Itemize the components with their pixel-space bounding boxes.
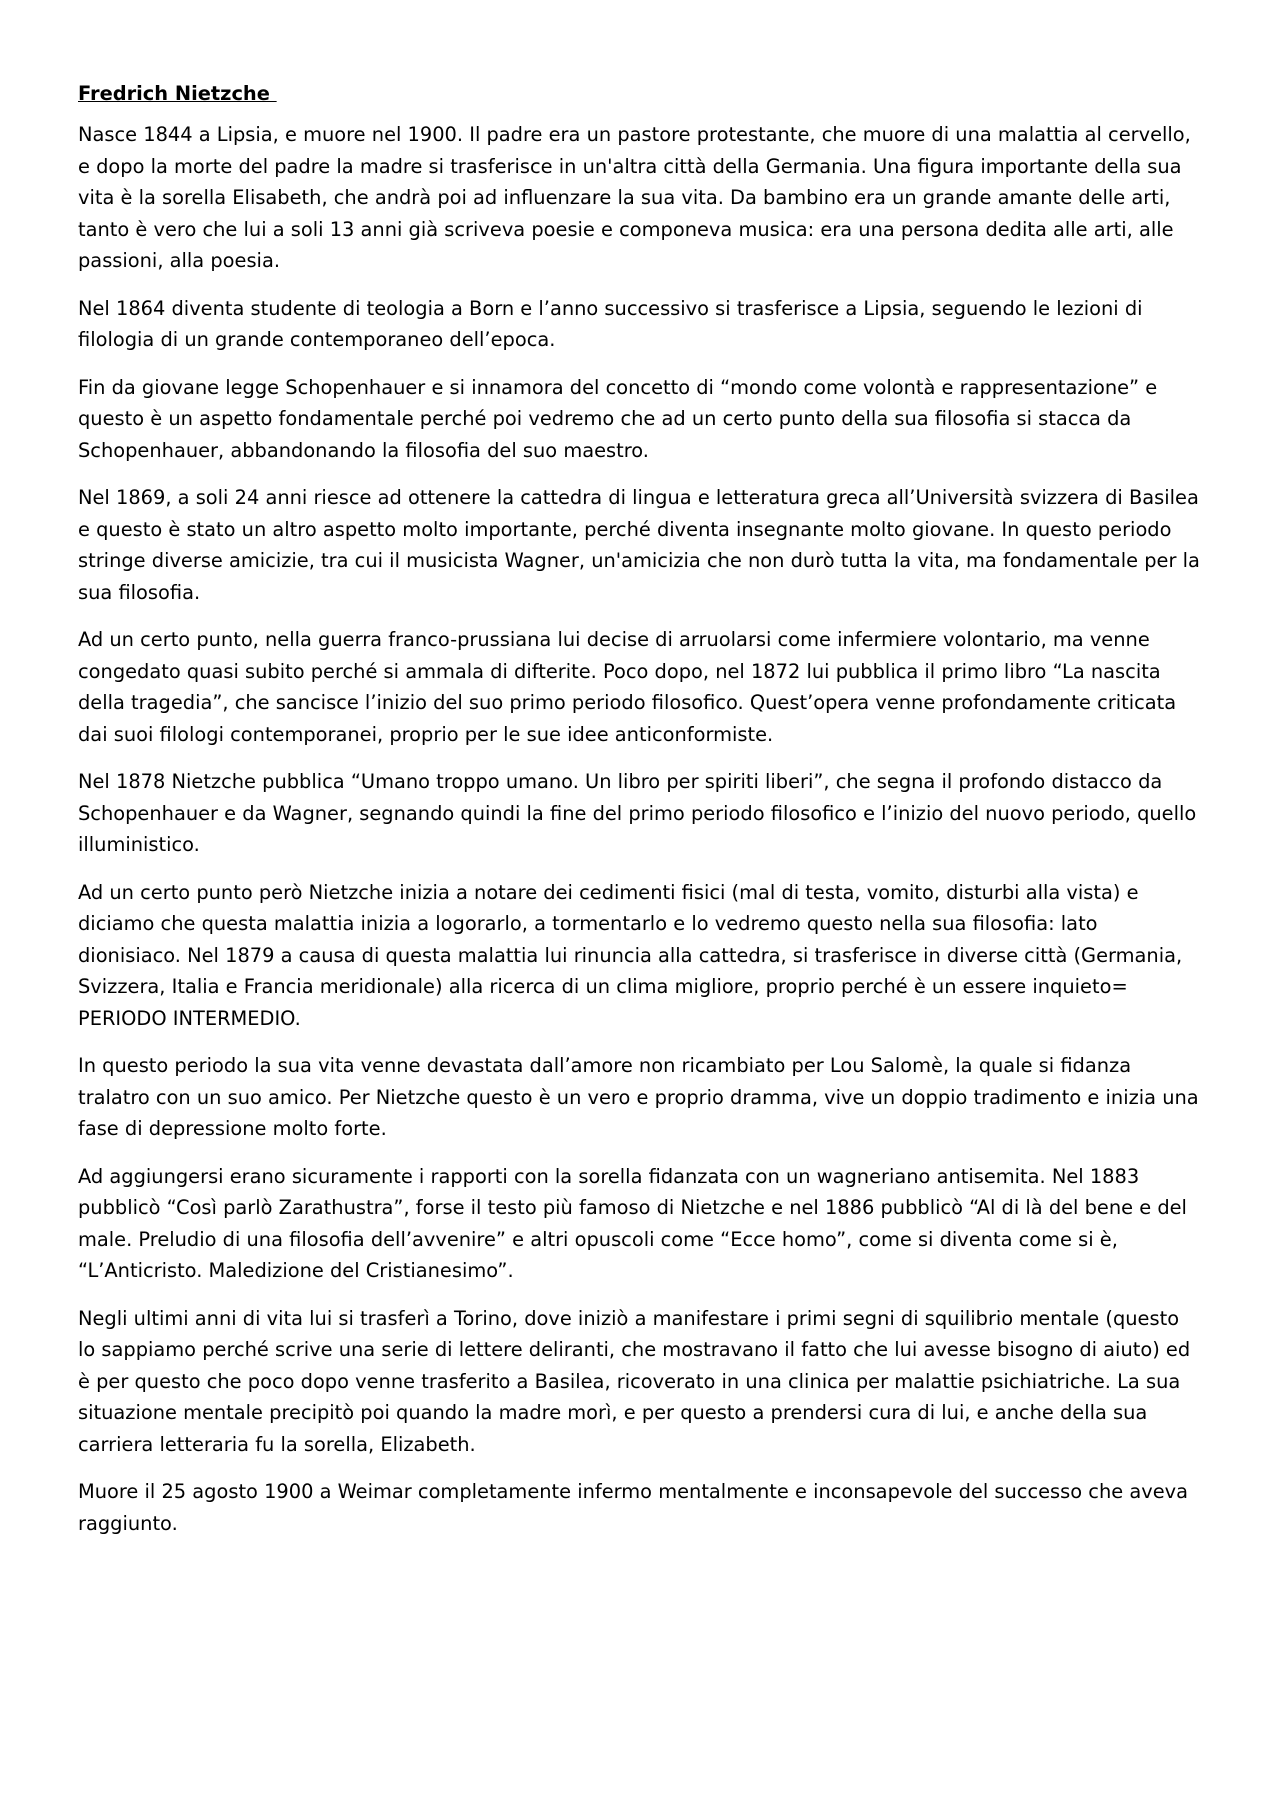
paragraph-lou-salome: In questo periodo la sua vita venne devastata dall’amore non ricambiato per Lou Salomè, la quale si fidanza tralatro con un suo amico. Per Nietzche questo è un vero e proprio dramma, vive un doppio tradimento e inizia una fase di depressione molto forte. [78, 1054, 1199, 1140]
paragraph-death: Muore il 25 agosto 1900 a Weimar completamente infermo mentalmente e inconsapevole del successo che aveva raggiunto. [78, 1480, 1188, 1535]
paragraph-studies: Nel 1864 diventa studente di teologia a Born e l’anno successivo si trasferisce a Lipsia, seguendo le lezioni di filologia di un grande contemporaneo dell’epoca. [78, 296, 1143, 351]
document-title: Fredrich Nietzche [78, 82, 277, 105]
paragraph-umano-troppo-umano: Nel 1878 Nietzche pubblica “Umano troppo umano. Un libro per spiriti liberi”, che segna il profondo distacco da Schopenhauer e da Wagner, segnando quindi la fine del primo periodo filosofico e l’inizio del nuovo periodo, quello illuministico. [78, 770, 1197, 856]
paragraph-schopenhauer: Fin da giovane legge Schopenhauer e si innamora del concetto di “mondo come volontà e rappresentazione” e questo è un aspetto fondamentale perché poi vedremo che ad un certo punto della sua filosofia si stacca da Schopenhauer, abbandonando la filosofia del suo maestro. [78, 375, 1158, 462]
paragraph-war-first-book: Ad un certo punto, nella guerra franco-prussiana lui decise di arruolarsi come infermiere volontario, ma venne congedato quasi subito perché si ammala di difterite. Poco dopo, nel 1872 lui pubblica il primo libro “La nascita della tragedia”, che sancisce l’inizio del suo primo periodo filosofico. Quest’opera venne profondamente criticata dai suoi filologi contemporanei, proprio per le sue idee anticonformiste. [78, 628, 1177, 746]
paragraph-last-years: Negli ultimi anni di vita lui si trasferì a Torino, dove iniziò a manifestare i primi segni di squilibrio mentale (questo lo sappiamo perché scrive una serie di lettere deliranti, che mostravano il fatto che lui avesse bisogno di aiuto) ed è per questo che poco dopo venne trasferito a Basilea, ricoverato in una clinica per malattie psichiatriche. La sua situazione mentale precipitò poi quando la madre morì, e per questo a prendersi cura di lui, e anche della sua carriera letteraria fu la sorella, Elizabeth. [78, 1306, 1191, 1456]
document-page [78, 78, 1202, 1555]
paragraph-birth-family: Nasce 1844 a Lipsia, e muore nel 1900. Il padre era un pastore protestante, che muore di una malattia al cervello, e dopo la morte del padre la madre si trasferisce in un'altra città della Germania. Una figura importante della sua vita è la sorella Elisabeth, che andrà poi ad influenzare la sua vita. Da bambino era un grande amante delle arti, tanto è vero che lui a soli 13 anni già scriveva poesie e componeva musica: era una persona dedita alle arti, alle passioni, alla poesia. [78, 123, 1191, 272]
paragraph-illness: Ad un certo punto però Nietzche inizia a notare dei cedimenti fisici (mal di testa, vomito, disturbi alla vista) e diciamo che questa malattia inizia a logorarlo, a tormentarlo e lo vedremo questo nella sua filosofia: lato dionisiaco. Nel 1879 a causa di questa malattia lui rinuncia alla cattedra, si trasferisce in diverse città (Germania, Svizzera, Italia e Francia meridionale) alla ricerca di un clima migliore, proprio perché è un essere inquieto= PERIODO INTERMEDIO. [78, 880, 1183, 1030]
paragraph-basilea-chair: Nel 1869, a soli 24 anni riesce ad ottenere la cattedra di lingua e letteratura greca all’Università svizzera di Basilea e questo è stato un altro aspetto molto importante, perché diventa insegnante molto giovane. In questo periodo stringe diverse amicizie, tra cui il musicista Wagner, un'amicizia che non durò tutta la vita, ma fondamentale per la sua filosofia. [78, 486, 1200, 604]
paragraph-zarathustra: Ad aggiungersi erano sicuramente i rapporti con la sorella fidanzata con un wagneriano antisemita. Nel 1883 pubblicò “Così parlò Zarathustra”, forse il testo più famoso di Nietzche e nel 1886 pubblicò “Al di là del bene e del male. Preludio di una filosofia dell’avvenire” e altri opuscoli come “Ecce homo”, come si diventa come si è, “L’Anticristo. Maledizione del Cristianesimo”. [78, 1164, 1187, 1282]
